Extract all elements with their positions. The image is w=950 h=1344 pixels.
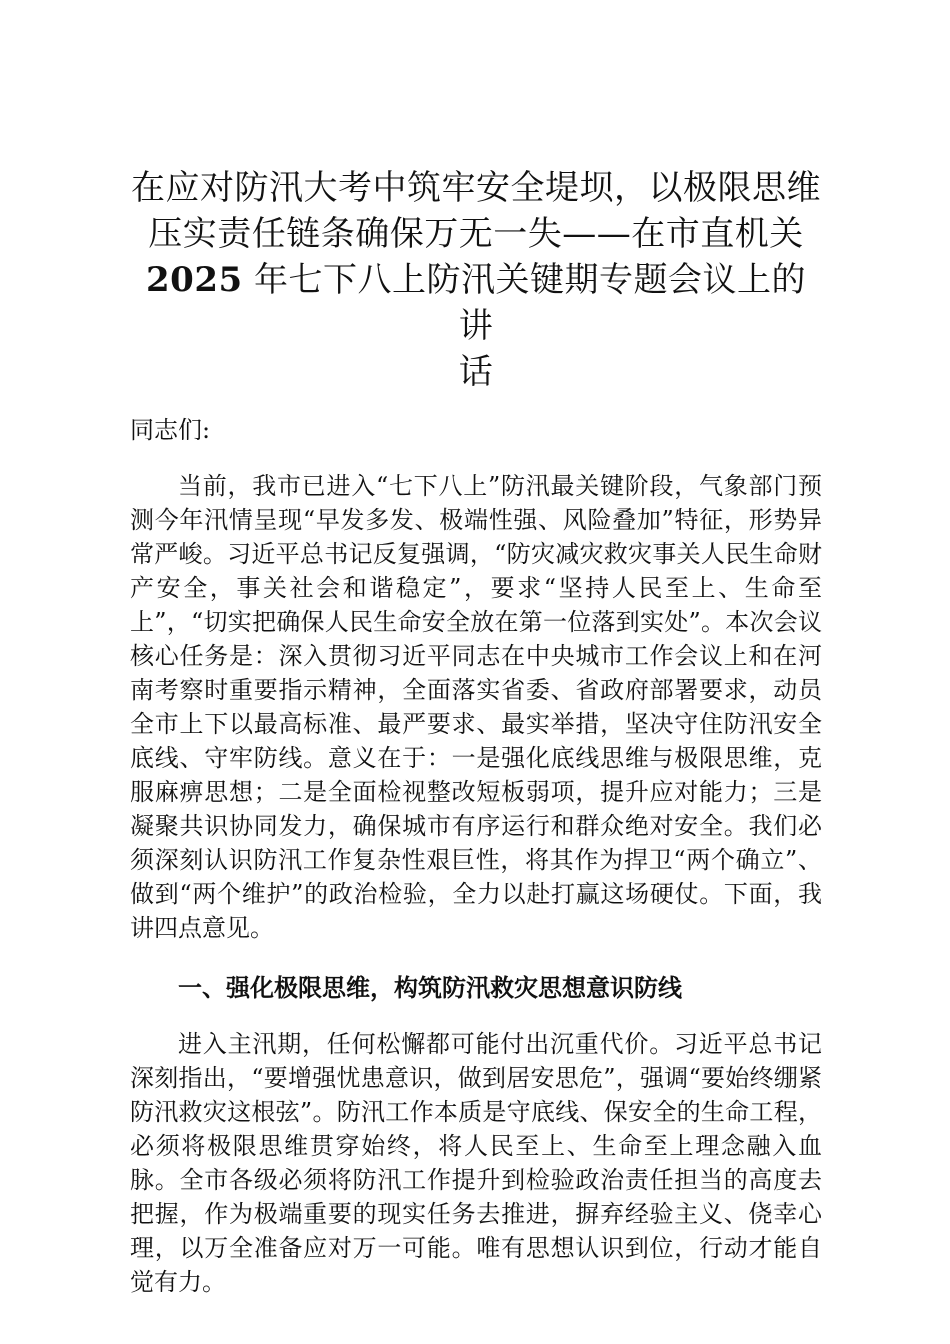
title-line-3: 年七下八上防汛关键期专题会议上的讲 bbox=[253, 260, 806, 346]
section-paragraph: 进入主汛期，任何松懈都可能付出沉重代价。习近平总书记深刻指出，“要增强忧患意识，做到居安思危”，强调“要始终绷紧防汛救灾这根弦”。防汛工作本质是守底线、保安全的生命工程，必须将极限思维贯穿始终，将人民至上、生命至上理念融入血脉。全市各级必须将防汛工作提升到检验政治责任担当的高度去把握，作为极端重要的现实任务去推进，摒弃经验主义、侥幸心理，以万全准备应对万一可能。唯有思想认识到位，行动才能自觉有力。 bbox=[130, 1030, 822, 1296]
title-year: 2025 bbox=[146, 260, 243, 300]
section-heading: 一、强化极限思维，构筑防汛救灾思想意识防线 bbox=[178, 973, 682, 1002]
title-line-4: 话 bbox=[458, 352, 494, 392]
title-line-2: 压实责任链条确保万无一失——在市直机关 bbox=[148, 214, 804, 254]
title-line-1: 在应对防汛大考中筑牢安全堤坝，以极限思维 bbox=[131, 168, 821, 208]
document-title bbox=[130, 165, 822, 395]
salutation: 同志们: bbox=[130, 416, 211, 444]
intro-paragraph: 当前，我市已进入“七下八上”防汛最关键阶段，气象部门预测今年汛情呈现“早发多发、极端性强、风险叠加”特征，形势异常严峻。习近平总书记反复强调，“防灾减灾救灾事关人民生命财产安全，事关社会和谐稳定”，要求“坚持人民至上、生命至上”，“切实把确保人民生命安全放在第一位落到实处”。本次会议核心任务是：深入贯彻习近平同志在中央城市工作会议上和在河南考察时重要指示精神，全面落实省委、省政府部署要求，动员全市上下以最高标准、最严要求、最实举措，坚决守住防汛安全底线、守牢防线。意义在于：一是强化底线思维与极限思维，克服麻痹思想；二是全面检视整改短板弱项，提升应对能力；三是凝聚共识协同发力，确保城市有序运行和群众绝对安全。我们必须深刻认识防汛工作复杂性艰巨性，将其作为捍卫“两个确立”、做到“两个维护”的政治检验，全力以赴打赢这场硬仗。下面，我讲四点意见。 bbox=[130, 472, 822, 942]
